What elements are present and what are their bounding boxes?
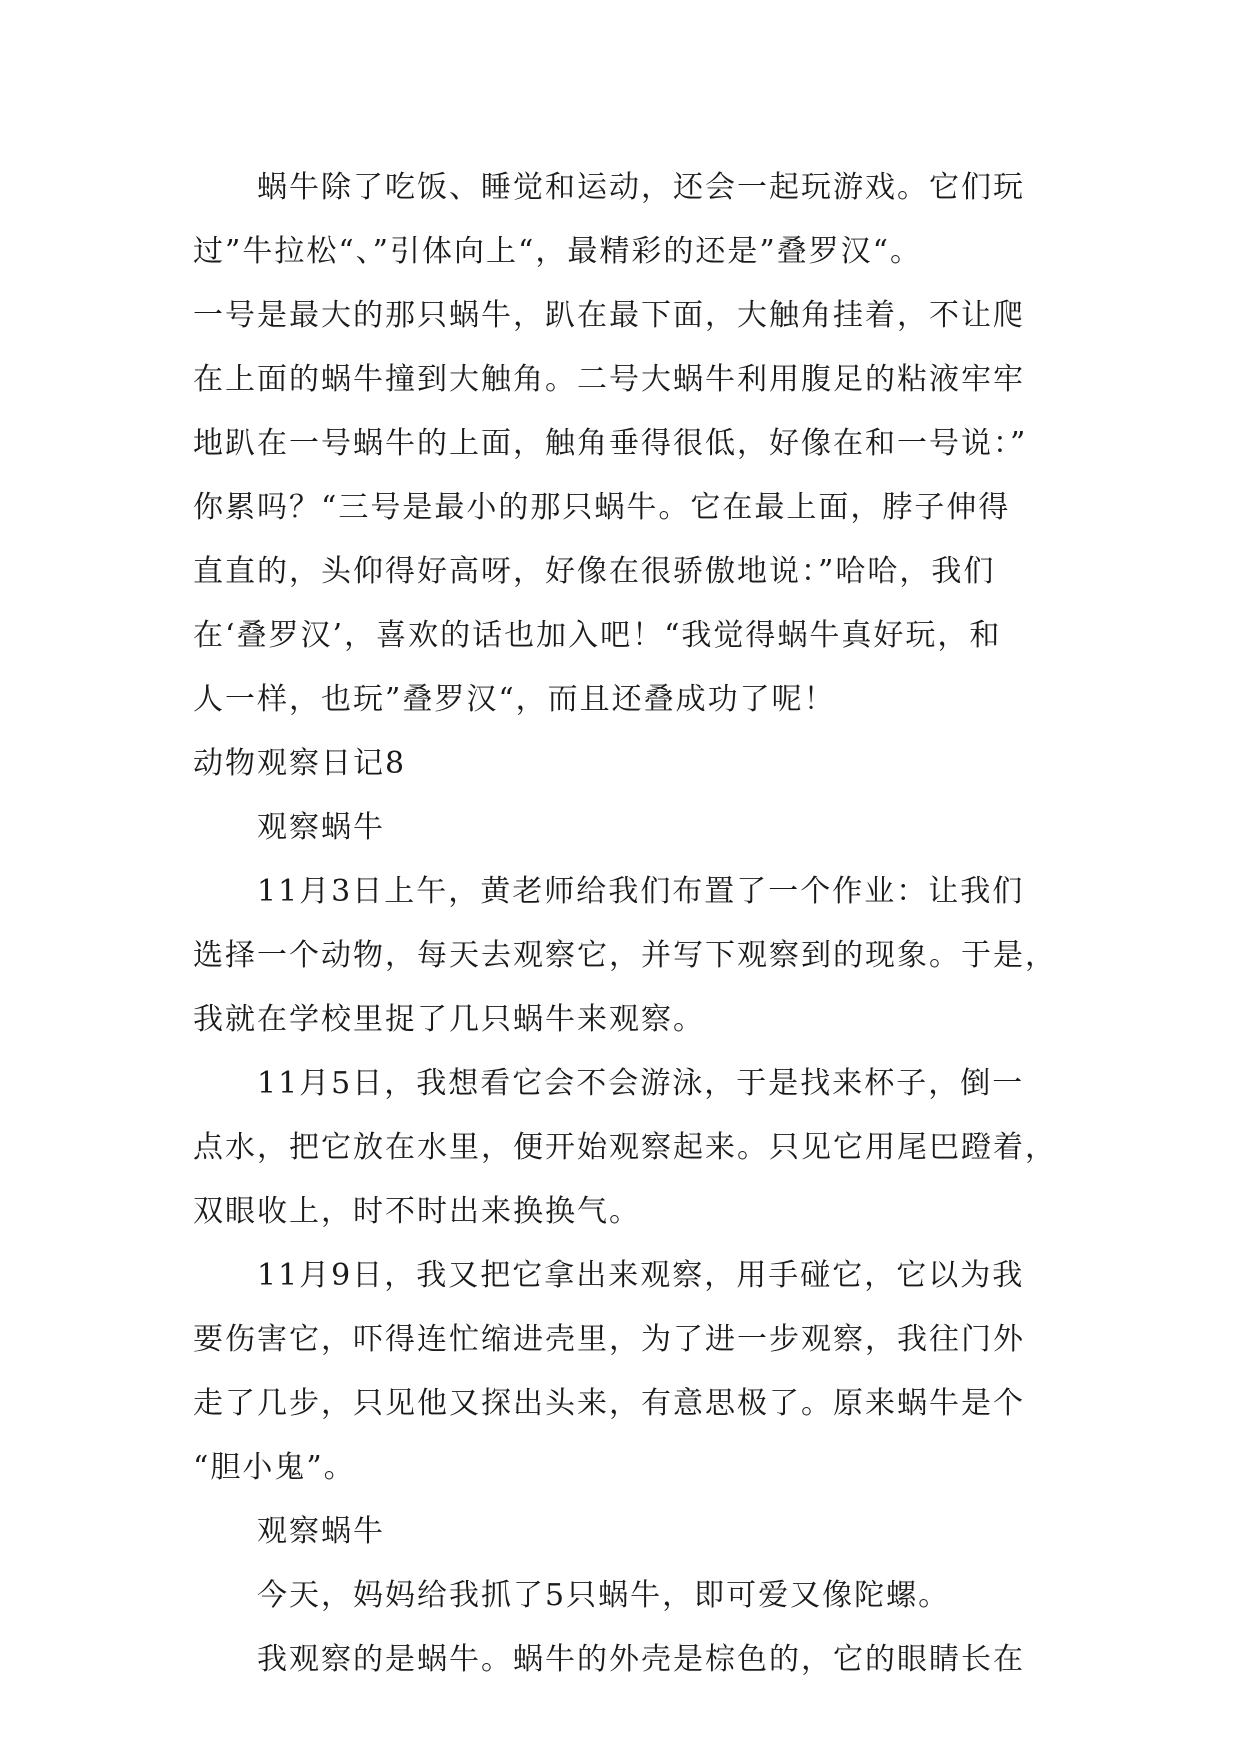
text-line: 直直的，头仰得好高呀，好像在很骄傲地说：”哈哈，我们 <box>193 554 996 589</box>
text-line: 人一样，也玩”叠罗汉“，而且还叠成功了呢！ <box>193 682 836 717</box>
text-line: 今天，妈妈给我抓了5只蜗牛，即可爱又像陀螺。 <box>257 1578 951 1613</box>
text-line: 蜗牛除了吃饭、睡觉和运动，还会一起玩游戏。它们玩 <box>257 170 1025 205</box>
text-line: 11月5日，我想看它会不会游泳，于是找来杯子，倒一 <box>257 1066 1025 1101</box>
document-page <box>193 156 1057 1692</box>
text-line: 一号是最大的那只蜗牛，趴在最下面，大触角挂着，不让爬 <box>193 298 1025 333</box>
text-line: 走了几步，只见他又探出头来，有意思极了。原来蜗牛是个 <box>193 1386 1025 1421</box>
text-line: “胆小鬼”。 <box>193 1450 356 1485</box>
text-line: 你累吗？“三号是最小的那只蜗牛。它在最上面，脖子伸得 <box>193 490 1011 525</box>
text-line: 地趴在一号蜗牛的上面，触角垂得很低，好像在和一号说：” <box>193 426 1028 461</box>
text-line: 11月9日，我又把它拿出来观察，用手碰它，它以为我 <box>257 1258 1025 1293</box>
text-line: 双眼收上，时不时出来换换气。 <box>193 1194 641 1229</box>
subheading: 观察蜗牛 <box>257 810 385 845</box>
text-line: 过”牛拉松“、”引体向上“，最精彩的还是”叠罗汉“。 <box>193 234 923 269</box>
text-line: 我观察的是蜗牛。蜗牛的外壳是棕色的，它的眼睛长在 <box>257 1642 1025 1677</box>
section-heading: 动物观察日记8 <box>193 746 407 781</box>
text-line: 在‘叠罗汉’，喜欢的话也加入吧！“我觉得蜗牛真好玩，和 <box>193 618 1002 653</box>
text-line: 要伤害它，吓得连忙缩进壳里，为了进一步观察，我往门外 <box>193 1322 1025 1357</box>
text-line: 在上面的蜗牛撞到大触角。二号大蜗牛利用腹足的粘液牢牢 <box>193 362 1025 397</box>
subheading: 观察蜗牛 <box>257 1514 385 1549</box>
text-line: 点水，把它放在水里，便开始观察起来。只见它用尾巴蹬着， <box>193 1130 1057 1165</box>
text-line: 11月3日上午，黄老师给我们布置了一个作业：让我们 <box>257 874 1025 909</box>
text-line: 我就在学校里捉了几只蜗牛来观察。 <box>193 1002 705 1037</box>
text-line: 选择一个动物，每天去观察它，并写下观察到的现象。于是， <box>193 938 1057 973</box>
